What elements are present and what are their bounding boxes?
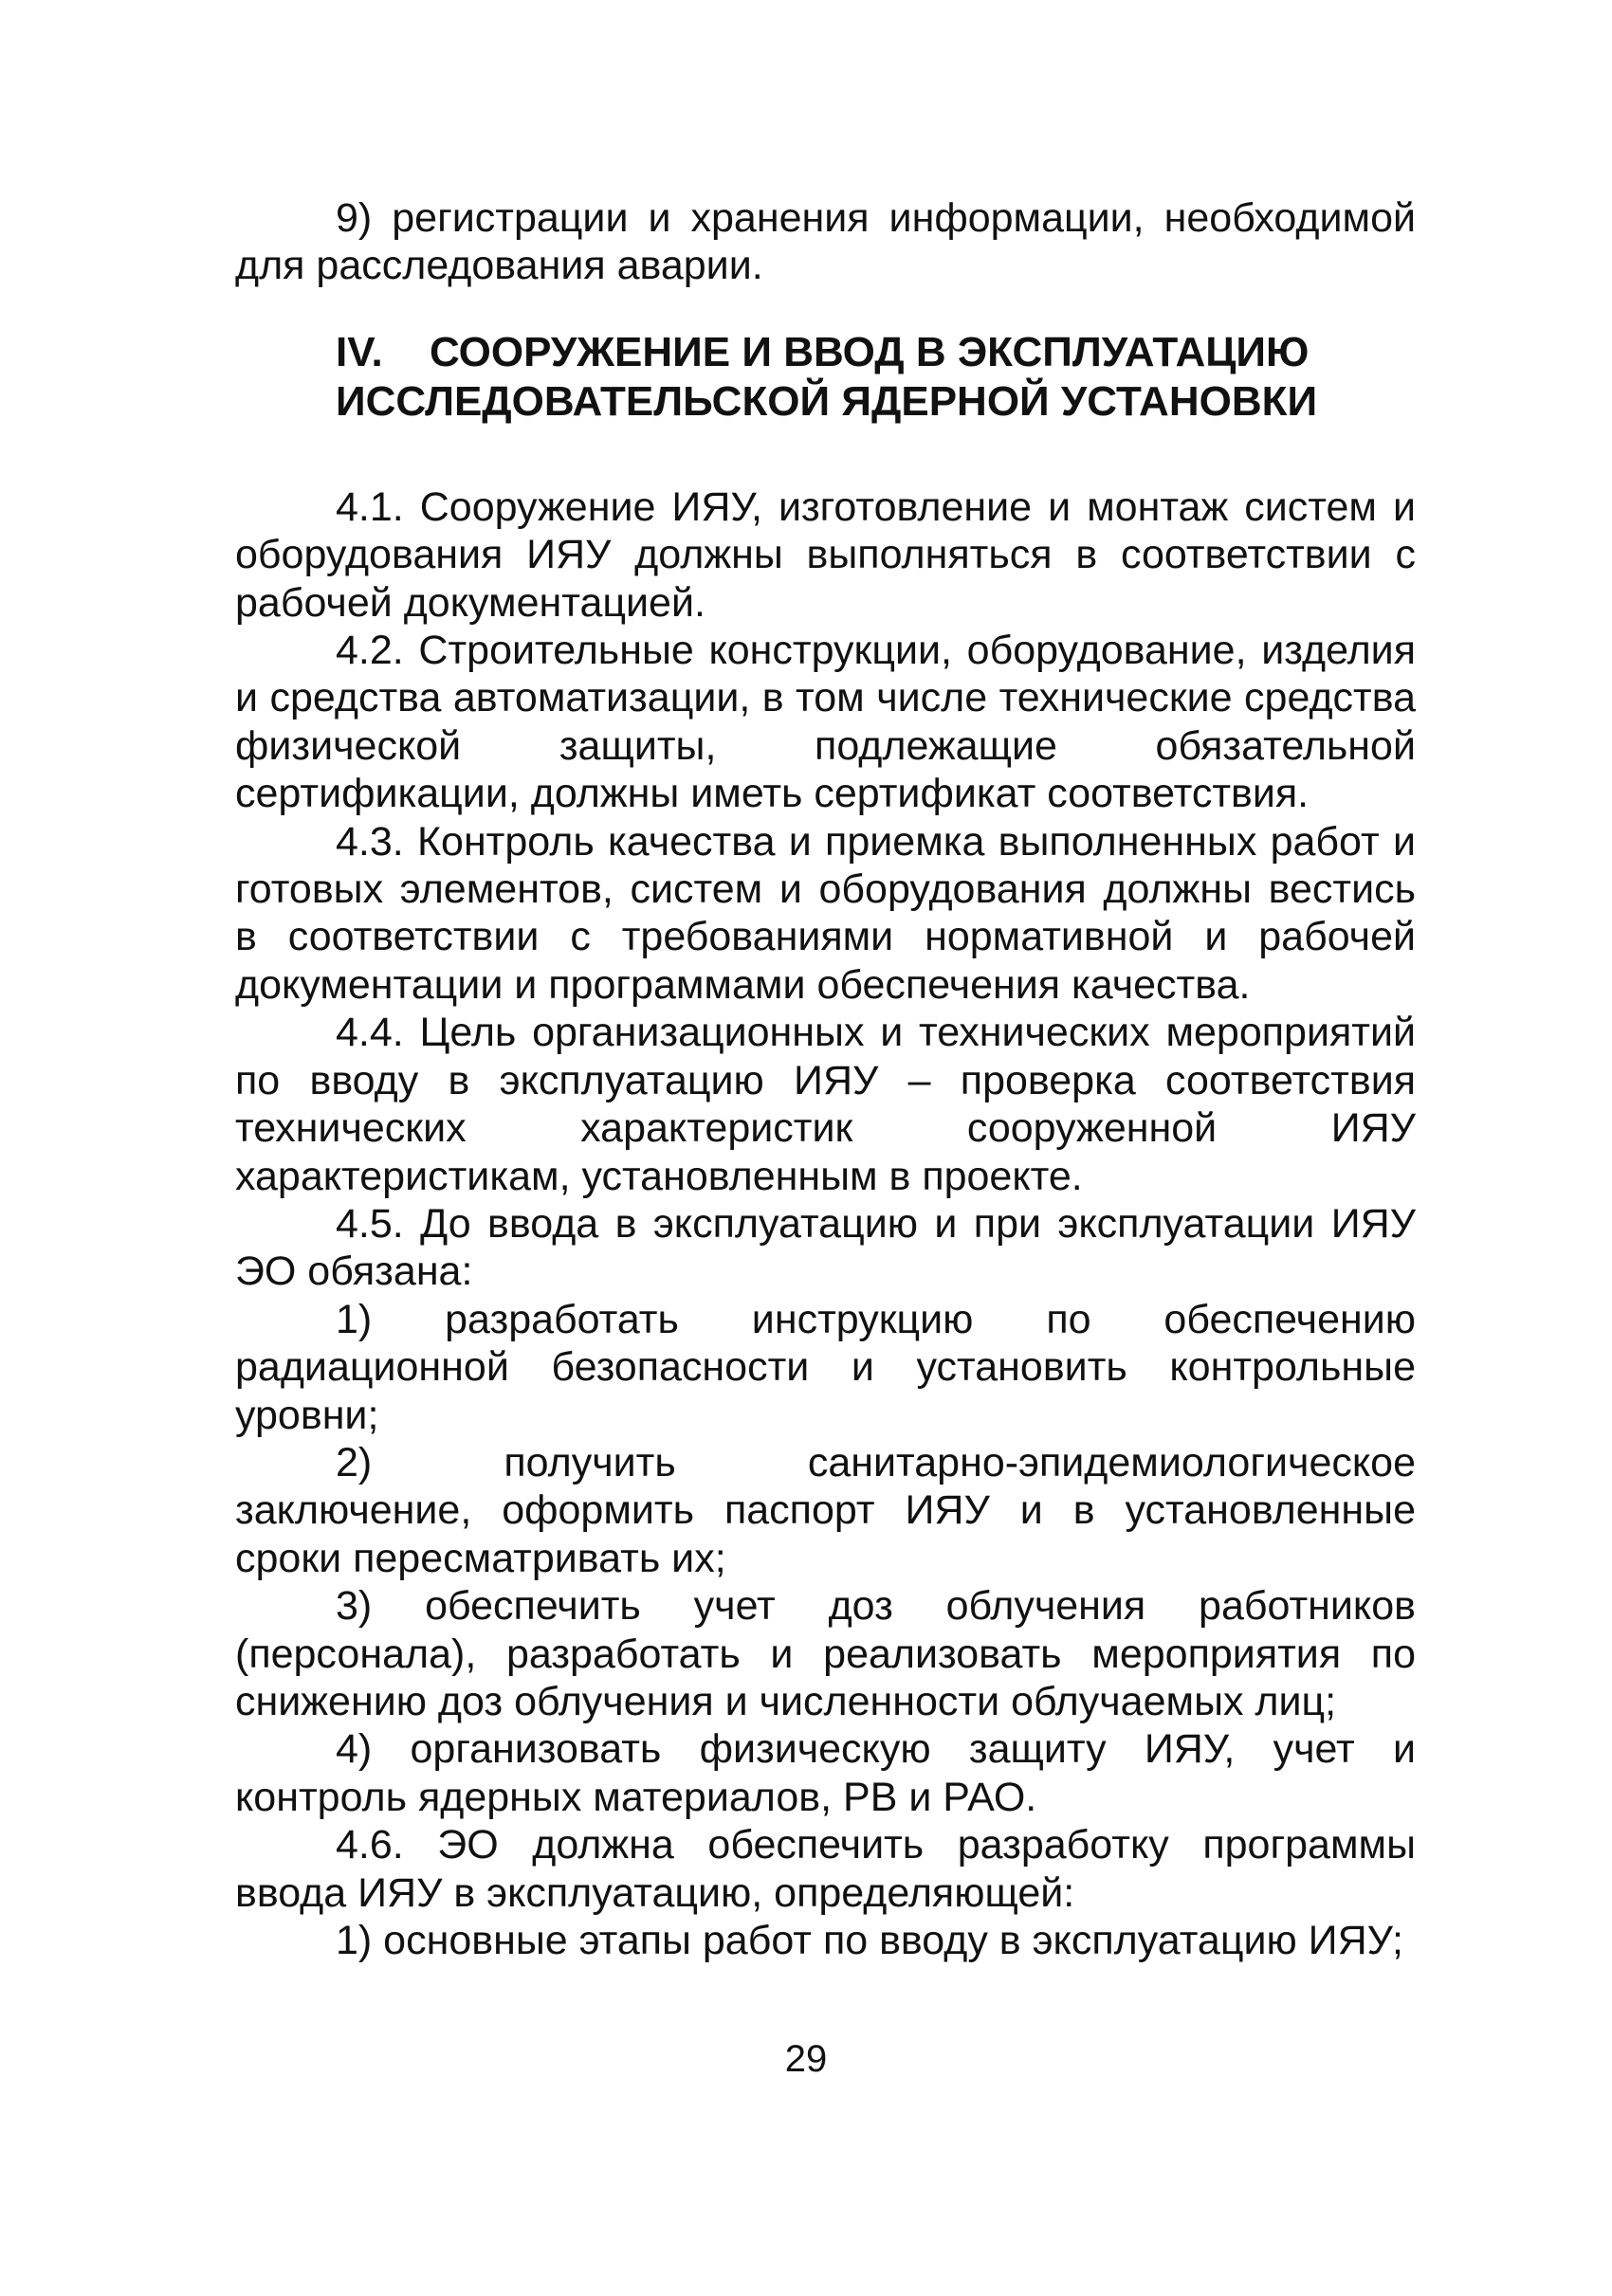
paragraph-4-6: 4.6. ЭО должна обеспечить разработку программы ввода ИЯУ в эксплуатацию, определяющей: (235, 1822, 1416, 1916)
heading-text-line-1: СООРУЖЕНИЕ И ВВОД В ЭКСПЛУАТАЦИЮ (430, 328, 1310, 375)
paragraph-4-3: 4.3. Контроль качества и приемка выполненных работ и готовых элементов, систем и оборудования должны вестись в соответствии с требованиями нормативной и рабочей документации и программами обеспечения качества. (235, 818, 1416, 1008)
paragraph-4-5-item-3: 3) обеспечить учет доз облучения работников (персонала), разработать и реализовать мероприятия по снижению доз облучения и численности облучаемых лиц; (235, 1583, 1416, 1724)
heading-number: IV. (336, 328, 383, 375)
paragraph-4-5-item-1: 1) разработать инструкцию по обеспечению радиационной безопасности и установить контрольные уровни; (235, 1296, 1416, 1438)
paragraph-4-2: 4.2. Строительные конструкции, оборудование, изделия и средства автоматизации, в том числе технические средства физической защиты, подлежащие обязательной сертификации, должны иметь сертификат соответствия. (235, 628, 1416, 817)
heading-line-1 (336, 328, 1416, 377)
paragraph-4-5-item-2: 2) получить санитарно-эпидемиологическое заключение, оформить паспорт ИЯУ и в установленные сроки пересматривать их; (235, 1439, 1416, 1581)
document-page (235, 194, 1416, 1964)
paragraph-4-5-item-4: 4) организовать физическую защиту ИЯУ, учет и контроль ядерных материалов, РВ и РАО. (235, 1726, 1416, 1820)
paragraph-4-4: 4.4. Цель организационных и технических мероприятий по вводу в эксплуатацию ИЯУ – проверка соответствия технических характеристик сооруженной ИЯУ характеристикам, установленным в проекте. (235, 1010, 1416, 1199)
paragraph-4-5: 4.5. До ввода в эксплуатацию и при эксплуатации ИЯУ ЭО обязана: (235, 1200, 1416, 1295)
paragraph-4-1: 4.1. Сооружение ИЯУ, изготовление и монтаж систем и оборудования ИЯУ должны выполняться в соответствии с рабочей документацией. (235, 483, 1416, 626)
section-heading (235, 328, 1416, 427)
heading-text-line-2: ИССЛЕДОВАТЕЛЬСКОЙ ЯДЕРНОЙ УСТАНОВКИ (336, 377, 1318, 425)
page-number: 29 (784, 2038, 828, 2080)
paragraph-4-6-item-1: 1) основные этапы работ по вводу в эксплуатацию ИЯУ; (336, 1918, 1403, 1963)
paragraph-item-9: 9) регистрации и хранения информации, необходимой для расследования аварии. (235, 195, 1416, 289)
